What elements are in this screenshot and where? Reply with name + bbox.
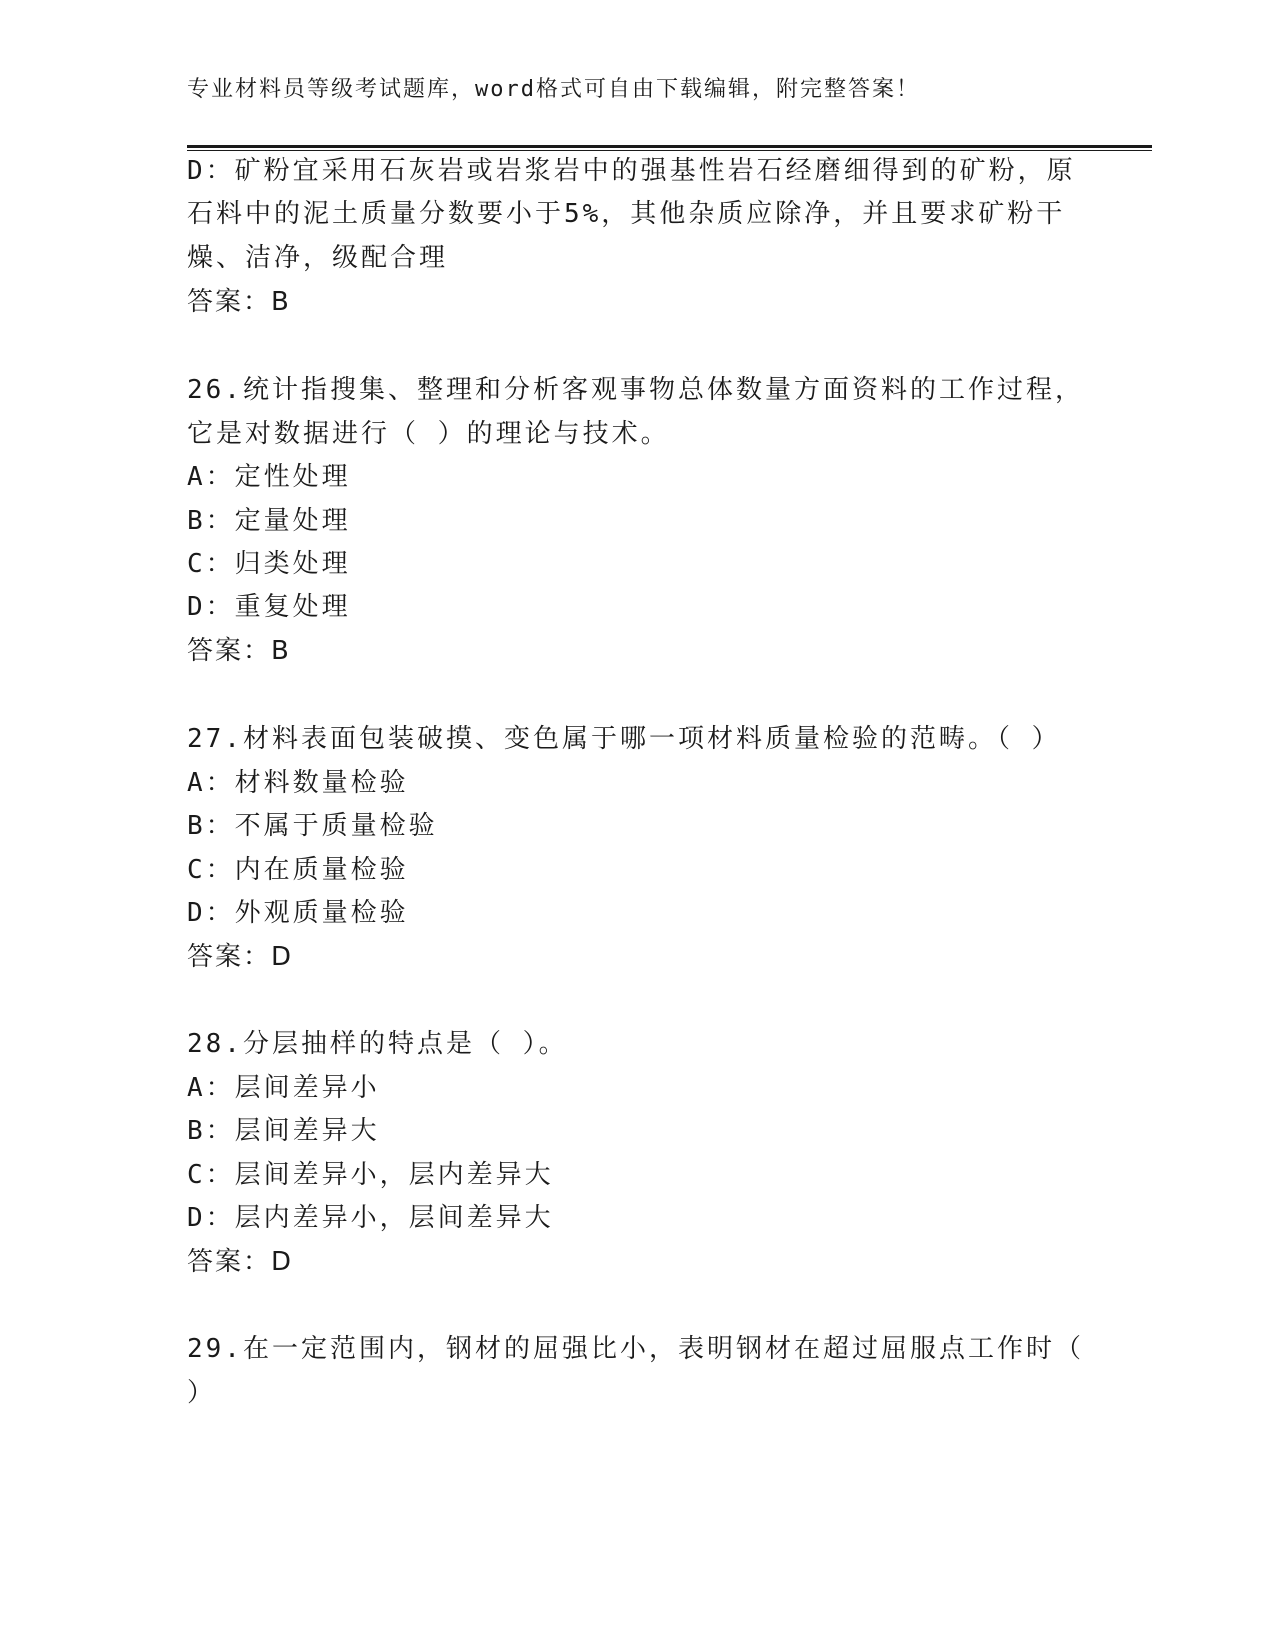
q26-option-d: D：重复处理 — [187, 592, 351, 622]
q26-option-a: A：定性处理 — [187, 462, 351, 492]
q28-option-d: D：层内差异小，层间差异大 — [187, 1203, 554, 1233]
q25-option-d-line1: D：矿粉宜采用石灰岩或岩浆岩中的强基性岩石经磨细得到的矿粉，原 — [187, 156, 1076, 186]
q25-option-d-line3: 燥、洁净，级配合理 — [187, 243, 449, 273]
q29-stem-line1: 29.在一定范围内，钢材的屈强比小，表明钢材在超过屈服点工作时（ — [187, 1334, 1084, 1364]
page-header: 专业材料员等级考试题库，word格式可自由下载编辑，附完整答案！ — [187, 77, 920, 102]
q28-option-c: C：层间差异小，层内差异大 — [187, 1160, 554, 1190]
q26-stem-line2: 它是对数据进行（ ）的理论与技术。 — [187, 419, 670, 449]
q27-option-a: A：材料数量检验 — [187, 768, 409, 798]
q28-option-b: B：层间差异大 — [187, 1116, 380, 1146]
q27-option-b: B：不属于质量检验 — [187, 811, 438, 841]
q26-answer: 答案：B — [187, 636, 291, 666]
header-rule-thick — [187, 145, 1152, 148]
q25-option-d-line2: 石料中的泥土质量分数要小于5%，其他杂质应除净，并且要求矿粉干 — [187, 199, 1066, 229]
q28-stem-line1: 28.分层抽样的特点是（ ）。 — [187, 1029, 568, 1059]
q27-stem-line1: 27.材料表面包装破摸、变色属于哪一项材料质量检验的范畴。（ ） — [187, 724, 1061, 754]
q26-option-b: B：定量处理 — [187, 506, 351, 536]
q27-answer: 答案：D — [187, 942, 294, 972]
q28-answer: 答案：D — [187, 1247, 294, 1277]
header-rule-thin — [187, 150, 1152, 151]
q29-stem-line2: ） — [187, 1378, 217, 1408]
q25-answer: 答案：B — [187, 287, 291, 317]
q27-option-c: C：内在质量检验 — [187, 855, 409, 885]
q27-option-d: D：外观质量检验 — [187, 898, 409, 928]
q28-option-a: A：层间差异小 — [187, 1073, 380, 1103]
q26-option-c: C：归类处理 — [187, 549, 351, 579]
q26-stem-line1: 26.统计指搜集、整理和分析客观事物总体数量方面资料的工作过程， — [187, 375, 1084, 405]
